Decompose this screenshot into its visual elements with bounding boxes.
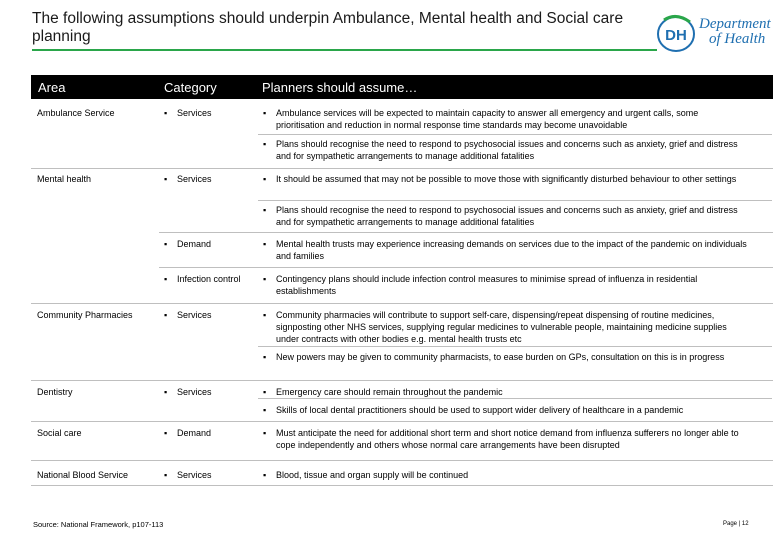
assumption-text: Community pharmacies will contribute to support self-care, dispensing/repeat dispensing of routine medicines, signposting other NHS services, supplying regular medicines to vulnerable people, maintaining medicine supplies under contracts with other bodies e.g. mental health trusts etc xyxy=(276,310,727,344)
row-divider xyxy=(258,398,772,399)
area-social-care: Social care xyxy=(37,428,82,438)
row-divider xyxy=(31,421,773,422)
category-services: Services xyxy=(177,470,212,480)
assumption-text: Skills of local dental practitioners should be used to support wider delivery of healthcare in a pandemic xyxy=(276,405,684,415)
row-divider xyxy=(31,485,773,486)
area-national-blood-service: National Blood Service xyxy=(37,470,129,480)
bullet-icon: ▪ xyxy=(263,352,267,362)
row-divider xyxy=(31,303,773,304)
area-dentistry: Dentistry xyxy=(37,387,73,397)
bullet-icon: ▪ xyxy=(263,139,267,149)
assumption-text: Plans should recognise the need to respond to psychosocial issues and concerns such as anxiety, grief and distress and for sympathetic arrangements to manage additional fatalities xyxy=(276,205,738,227)
bullet-icon: ▪ xyxy=(263,108,267,118)
assumption-text: Emergency care should remain throughout the pandemic xyxy=(276,387,503,397)
assumption-text: Mental health trusts may experience increasing demands on services due to the impact of the pandemic on individuals and families xyxy=(276,239,747,261)
assumption-text: Ambulance services will be expected to maintain capacity to answer all emergency and urgent calls, some prioritisation and reduction in normal response time standards may become unavoidable xyxy=(276,108,699,130)
row-divider xyxy=(258,134,772,135)
page-number: Page | 12 xyxy=(723,521,749,527)
bullet-icon: ▪ xyxy=(263,470,267,480)
row-divider xyxy=(31,460,773,461)
bullet-icon: ▪ xyxy=(263,174,267,184)
bullet-icon: ▪ xyxy=(164,428,168,438)
bullet-icon: ▪ xyxy=(164,470,168,480)
assumption-text: New powers may be given to community pharmacists, to ease burden on GPs, consultation on this is in progress xyxy=(276,352,725,362)
row-divider xyxy=(258,346,772,347)
bullet-icon: ▪ xyxy=(164,274,168,284)
category-demand: Demand xyxy=(177,239,212,249)
assumption-text: It should be assumed that may not be possible to move those with significantly disturbed behaviour to other settings xyxy=(276,174,737,184)
category-services: Services xyxy=(177,310,212,320)
row-divider xyxy=(159,267,773,268)
row-divider xyxy=(31,380,773,381)
category-services: Services xyxy=(177,174,212,184)
category-services: Services xyxy=(177,108,212,118)
area-community-pharmacies: Community Pharmacies xyxy=(37,310,133,320)
logo-line-1: Department xyxy=(699,16,771,32)
area-ambulance: Ambulance Service xyxy=(37,108,115,118)
assumption-text: Contingency plans should include infection control measures to minimise spread of influenza in residential establishments xyxy=(276,274,698,296)
bullet-icon: ▪ xyxy=(263,205,267,215)
bullet-icon: ▪ xyxy=(263,387,267,397)
bullet-icon: ▪ xyxy=(164,239,168,249)
bullet-icon: ▪ xyxy=(263,239,267,249)
source-note: Source: National Framework, p107-113 xyxy=(33,520,164,529)
category-demand: Demand xyxy=(177,428,212,438)
category-infection-control: Infection control xyxy=(177,274,241,284)
bullet-icon: ▪ xyxy=(263,310,267,320)
logo-wordmark xyxy=(699,17,771,47)
assumption-text: Plans should recognise the need to respond to psychosocial issues and concerns such as anxiety, grief and distress and for sympathetic arrangements to manage additional fatalities xyxy=(276,139,738,161)
page-title: The following assumptions should underpin Ambulance, Mental health and Social care planning xyxy=(32,10,624,45)
bullet-icon: ▪ xyxy=(164,108,168,118)
bullet-icon: ▪ xyxy=(164,174,168,184)
bullet-icon: ▪ xyxy=(164,310,168,320)
area-mental-health: Mental health xyxy=(37,174,92,184)
bullet-icon: ▪ xyxy=(263,405,267,415)
title-underline xyxy=(32,49,657,51)
bullet-icon: ▪ xyxy=(263,274,267,284)
row-divider xyxy=(31,168,773,169)
logo-line-2: of Health xyxy=(709,31,766,47)
bullet-icon: ▪ xyxy=(164,387,168,397)
bullet-icon: ▪ xyxy=(263,428,267,438)
col-header-category: Category xyxy=(164,80,217,95)
row-divider xyxy=(159,232,773,233)
category-services: Services xyxy=(177,387,212,397)
col-header-assume: Planners should assume… xyxy=(262,80,418,95)
col-header-area: Area xyxy=(38,80,66,95)
dh-logo-abbr: DH xyxy=(665,27,687,44)
assumption-text: Must anticipate the need for additional short term and short notice demand from influenza sufferers no longer able to cope independently and others whose normal care arrangements have been disrupted xyxy=(276,428,739,450)
table-header xyxy=(31,75,773,99)
row-divider xyxy=(258,200,772,201)
assumption-text: Blood, tissue and organ supply will be continued xyxy=(276,470,469,480)
